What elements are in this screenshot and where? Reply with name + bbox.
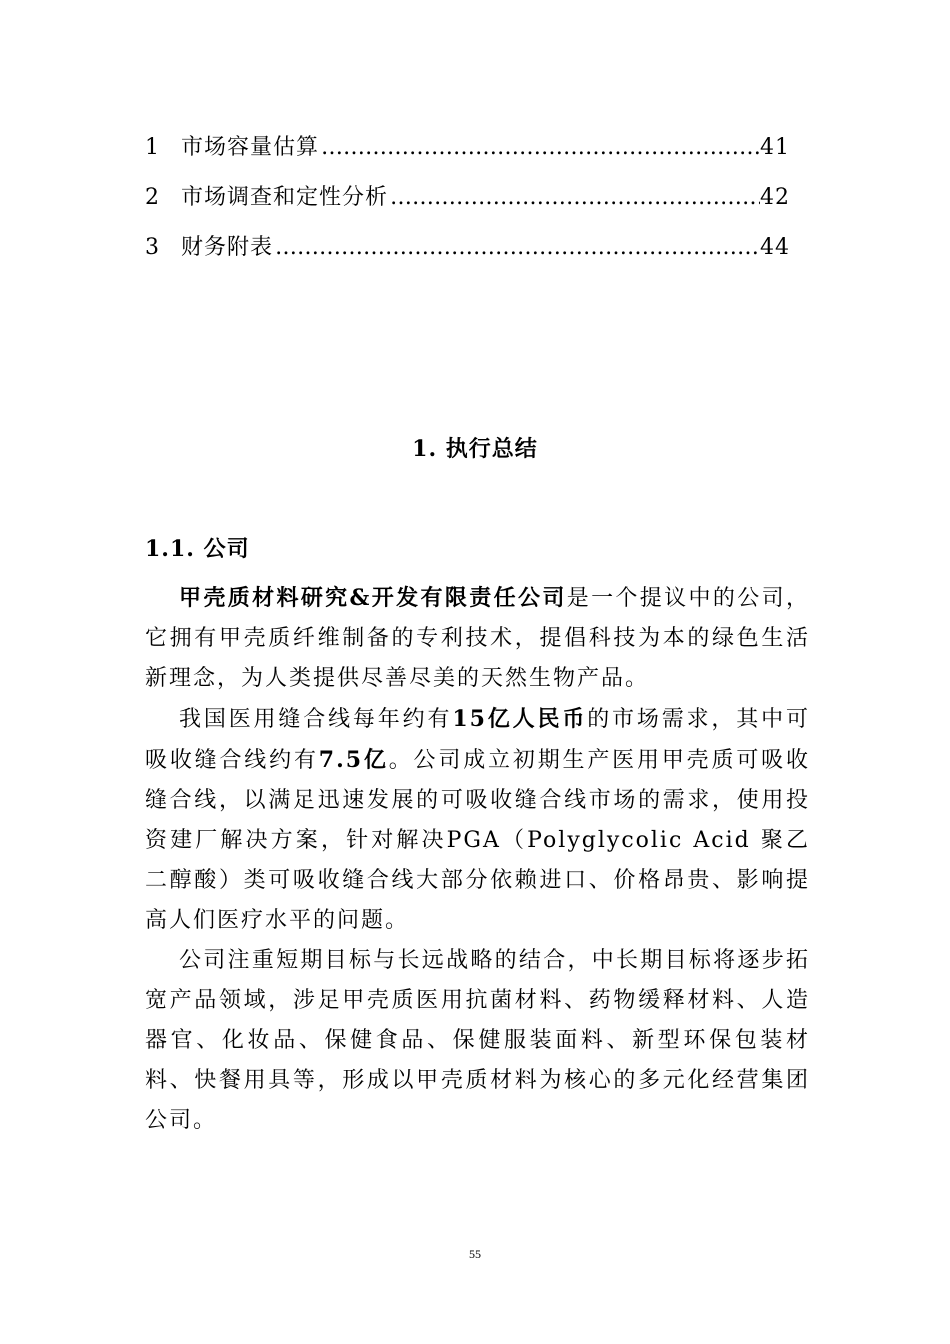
paragraph-text: 公司注重短期目标与长远战略的结合，中长期目标将逐步拓宽产品领域，涉足甲壳质医用抗菌材料、药物缓释材料、人造器官、化妆品、保健食品、保健服装面料、新型环保包装材料、快餐用具等，形成以甲壳质材料为核心的多元化经营集团公司。 bbox=[145, 948, 810, 1133]
toc-entry-page: 41 bbox=[760, 135, 790, 160]
paragraph-strategy bbox=[145, 941, 810, 1141]
paragraph-text: 是一个提议中的公司，它拥有甲壳质纤维制备的专利技术，提倡科技为本的绿色生活新理念，为人类提供尽善尽美的天然生物产品。 bbox=[145, 586, 810, 691]
market-size-absorbable: 7.5亿 bbox=[318, 747, 389, 773]
toc-entry-number: 3 bbox=[145, 235, 160, 260]
subsection-heading: 1.1. 公司 bbox=[145, 536, 250, 562]
page-number: 55 bbox=[469, 1247, 481, 1261]
paragraph-market bbox=[145, 699, 810, 941]
toc-entry[interactable] bbox=[145, 130, 790, 180]
toc-entry-page: 42 bbox=[760, 185, 790, 210]
market-size-total: 15亿人民币 bbox=[452, 706, 588, 732]
section-heading: 1. 执行总结 bbox=[412, 436, 538, 462]
table-of-contents bbox=[145, 130, 790, 280]
toc-entry[interactable] bbox=[145, 180, 790, 230]
toc-leader-dots bbox=[273, 235, 760, 260]
toc-entry[interactable] bbox=[145, 230, 790, 280]
toc-entry-number: 1 bbox=[145, 135, 160, 160]
body-text bbox=[145, 578, 810, 1141]
company-name: 甲壳质材料研究&开发有限责任公司 bbox=[179, 585, 567, 611]
paragraph-company-intro bbox=[145, 578, 810, 699]
toc-entry-page: 44 bbox=[760, 235, 790, 260]
paragraph-text: 。公司成立初期生产医用甲壳质可吸收缝合线，以满足迅速发展的可吸收缝合线市场的需求，使用投资建厂解决方案，针对解决PGA（Polyglycolic Acid 聚乙二醇酸）类可吸收缝合线大部分依赖进口、价格昂贵、影响提高人们医疗水平的问题。 bbox=[145, 748, 810, 933]
paragraph-text: 的市场需求，其中可吸收缝合线约有 bbox=[145, 707, 810, 773]
toc-entry-title: 市场容量估算 bbox=[181, 135, 320, 160]
toc-entry-number: 2 bbox=[145, 185, 160, 210]
paragraph-text: 我国医用缝合线每年约有 bbox=[179, 707, 453, 732]
toc-entry-title: 财务附表 bbox=[181, 235, 274, 260]
toc-entry-title: 市场调查和定性分析 bbox=[181, 185, 389, 210]
toc-leader-dots bbox=[388, 185, 760, 210]
toc-leader-dots bbox=[319, 135, 760, 160]
